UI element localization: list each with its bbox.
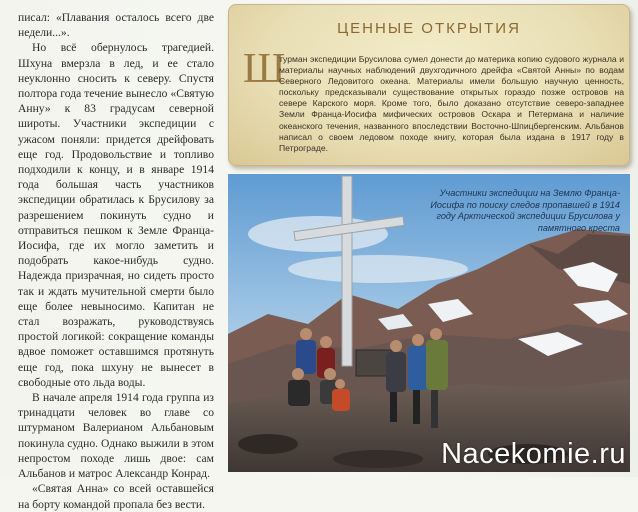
expedition-photo (228, 174, 630, 472)
photo-caption: Участники экспедиции на Землю Франца-Иосифа по поиску следов пропавшей в 1914 году Арктической экспедиции Брусилова у памятного креста (430, 188, 620, 233)
sidebar-body: турман экспедиции Брусилова сумел донести до материка копию судового журнала и материалы научных наблюдений двухгодичного дрейфа «Святой Анны» по водам Северного Ледовитого океана. Материалы имели большую научную ценность, поскольку предсказывали существование открытых гораздо позже островов на севере Карского моря. Кроме того, было доказано отсутствие северо-западнее Земли Франца-Иосифа мифических островов Оскара и Петермана и наличие океанского течения, названного впоследствии Восточно-Шпицбергенским. Альбанов написал о своем ледовом походе книгу, которая была издана в 1917 году в Петрограде. (279, 54, 624, 153)
sidebar-title: ЦЕННЫЕ ОТКРЫТИЯ (337, 20, 521, 37)
paragraph-4: «Святая Анна» со всей оставшейся на борту командой пропала без вести. (18, 482, 214, 511)
paragraph-3: В начале апреля 1914 года группа из тринадцати человек во главе со штурманом Валерианом Альбановым покинула судно. Однако выжили в этом непростом походе лишь двое: сам Альбанов и матрос Александр Конрад. (18, 391, 214, 481)
paragraph-2: Но всё обернулось трагедией. Шхуна вмерзла в лед, и ее стало неуклонно сносить к северу. Спустя полтора года течение вынесло «Святую Анну» к 83 градусам северной широты. Участники экспедиции с ужасом поняли: придется дрейфовать еще год. Продовольствие и топливо подходили к концу, и в январе 1914 года большая часть участников экспедиции обратилась к Брусилову за разрешением покинуть судно и отправиться пешком к Земле Франца-Иосифа, где их могло заметить и подобрать какое-нибудь судно. Надежда призрачная, но сидеть просто так и ждать мучительной смерти было еще более невыносимо. Капитан не стал возражать, руководствуясь простой логикой: сокращение команды вдвое поможет оставшимся протянуть еще год, пока шхуну не вынесет в свободные ото льда воды. (18, 41, 214, 389)
paragraph-1: писал: «Плавания осталось всего две недели...». (18, 11, 214, 40)
article-text-column (18, 10, 214, 512)
watermark-text: Nacekomie.ru (441, 438, 626, 470)
sidebar-box (228, 4, 630, 166)
sidebar-dropcap: Ш (243, 46, 286, 92)
